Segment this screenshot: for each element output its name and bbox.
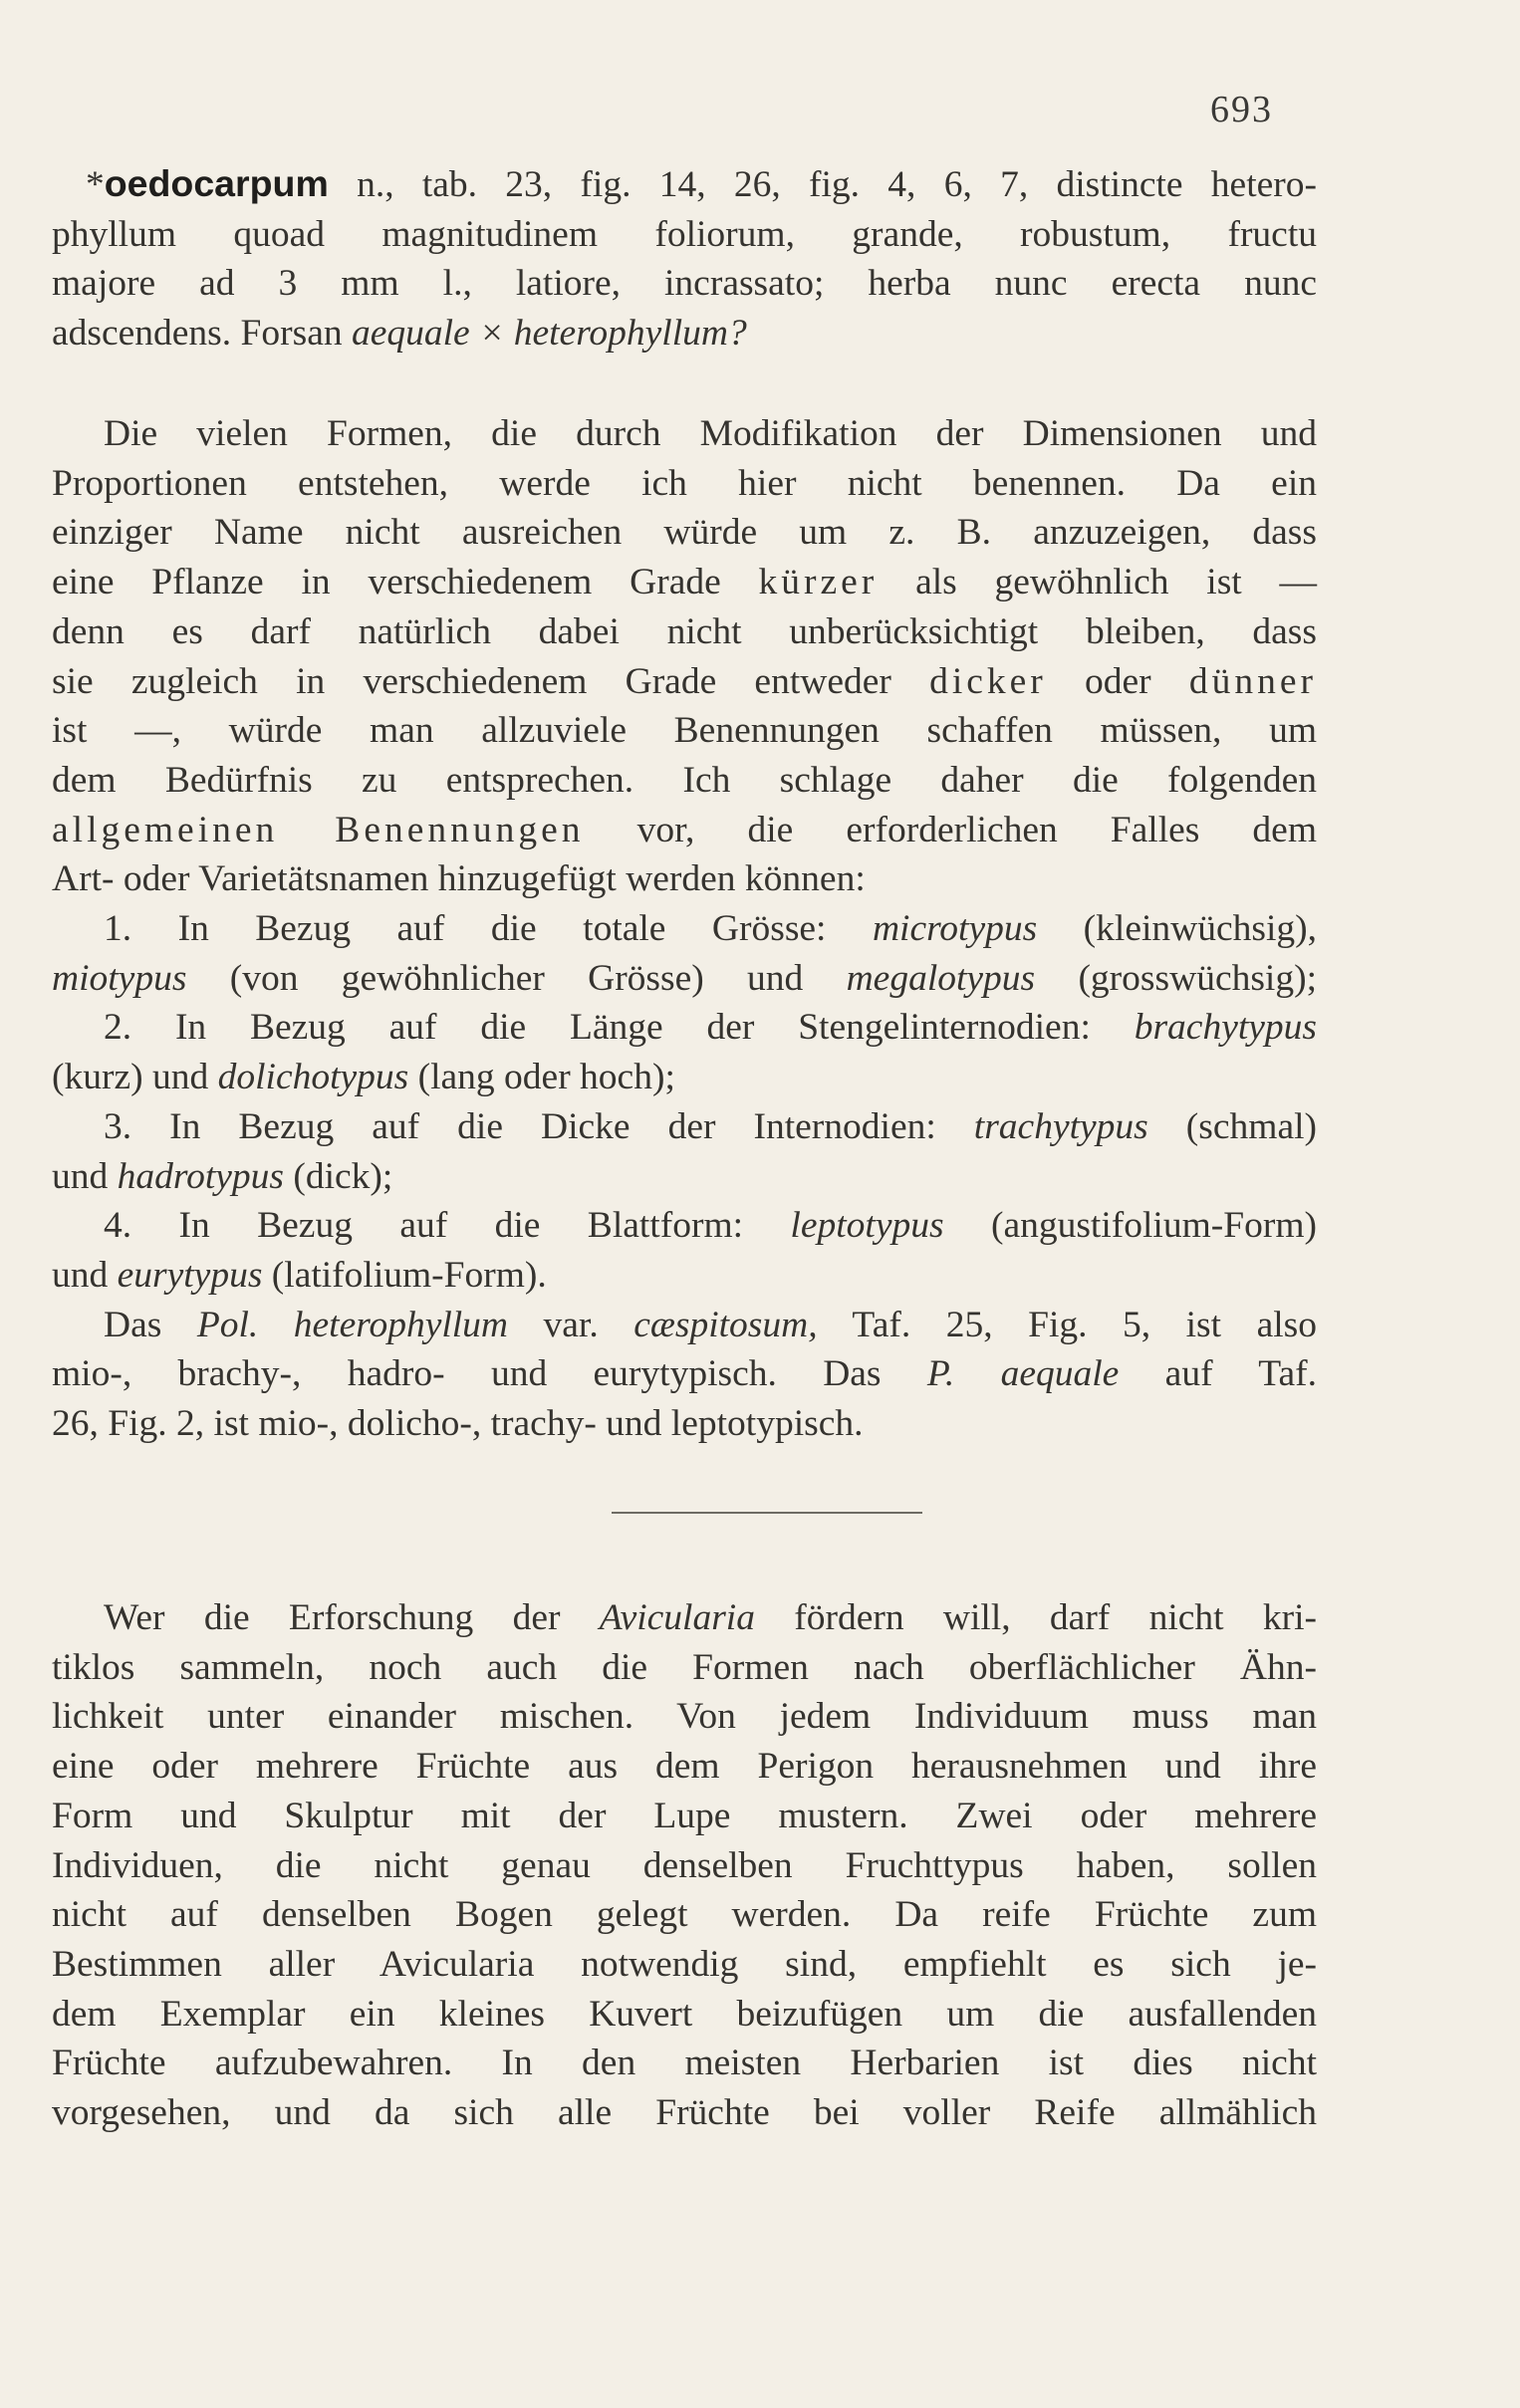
text-line: Früchte aufzubewahren. In den meisten Herbarien ist dies nicht: [52, 2043, 1317, 2084]
text-line: 26, Fig. 2, ist mio-, dolicho-, trachy- und leptotypisch.: [52, 1403, 864, 1445]
text-line: mio-, brachy-, hadro- und eurytypisch. Das P. aequale auf Taf.: [52, 1353, 1318, 1395]
list-item: 4. In Bezug auf die Blattform: leptotypus (angustifolium-Form): [104, 1205, 1317, 1247]
entry-line: phyllum quoad magnitudinem foliorum, grande, robustum, fructu: [52, 213, 1317, 255]
list-item: 1. In Bezug auf die totale Grösse: microtypus (kleinwüchsig),: [104, 908, 1317, 950]
text-line: eine Pflanze in verschiedenem Grade kürzer als gewöhnlich ist —: [52, 562, 1318, 603]
text-line: eine oder mehrere Früchte aus dem Perigon herausnehmen und ihre: [52, 1746, 1317, 1788]
text-line: tiklos sammeln, noch auch die Formen nach oberflächlicher Ähn-: [52, 1646, 1317, 1688]
entry-star: *: [86, 164, 105, 205]
text-line: vorgesehen, und da sich alle Früchte bei voller Reife allmählich: [52, 2092, 1317, 2134]
entry-line: *oedocarpum n., tab. 23, fig. 14, 26, fig. 4, 6, 7, distincte hetero-: [86, 162, 1317, 205]
text-line: und hadrotypus (dick);: [52, 1155, 393, 1197]
entry-line: majore ad 3 mm l., latiore, incrassato; herba nunc erecta nunc: [52, 263, 1317, 305]
text-line: lichkeit unter einander mischen. Von jedem Individuum muss man: [52, 1696, 1317, 1738]
text-line: und eurytypus (latifolium-Form).: [52, 1254, 547, 1296]
entry-line: adscendens. Forsan aequale × heterophyllum?: [52, 313, 747, 355]
entry-oedocarpum: [52, 159, 1317, 359]
text-line: Proportionen entstehen, werde ich hier nicht benennen. Da ein: [52, 462, 1317, 504]
text-line: Wer die Erforschung der Avicularia fördern will, darf nicht kri-: [104, 1597, 1317, 1638]
text-line: allgemeinen Benennungen vor, die erforderlichen Falles dem: [52, 809, 1317, 850]
paragraph-avicularia: [52, 1593, 1317, 2138]
text-line: einziger Name nicht ausreichen würde um z. B. anzuzeigen, dass: [52, 512, 1317, 554]
hybrid-formula: aequale × heterophyllum?: [351, 313, 747, 355]
text-line: Art- oder Varietätsnamen hinzugefügt werden können:: [52, 858, 866, 900]
section-divider: [612, 1512, 922, 1514]
entry-term: oedocarpum: [104, 162, 329, 204]
text-line: dem Exemplar ein kleines Kuvert beizufügen um die ausfallenden: [52, 1993, 1317, 2035]
text-line: Form und Skulptur mit der Lupe mustern. Zwei oder mehrere: [52, 1795, 1317, 1836]
spaced-word: dünner: [1188, 660, 1317, 702]
list-item: 3. In Bezug auf die Dicke der Internodien: trachytypus (schmal): [104, 1105, 1317, 1147]
text-line: sie zugleich in verschiedenem Grade entweder dicker oder dünner: [52, 660, 1317, 702]
text-line: denn es darf natürlich dabei nicht unberücksichtigt bleiben, dass: [52, 610, 1317, 652]
spaced-word: allgemeinen Benennungen: [52, 809, 585, 850]
spaced-word: kürzer: [758, 562, 879, 603]
text-line: Bestimmen aller Avicularia notwendig sind, empfiehlt es sich je-: [52, 1943, 1317, 1985]
text-line: ist —, würde man allzuviele Benennungen schaffen müssen, um: [52, 710, 1317, 752]
text-line: Die vielen Formen, die durch Modifikation der Dimensionen und: [104, 413, 1317, 454]
list-item: 2. In Bezug auf die Länge der Stengelinternodien: brachytypus: [104, 1007, 1317, 1049]
spaced-word: dicker: [929, 660, 1047, 702]
paragraph-benennungen: [52, 409, 1317, 1449]
text-line: (kurz) und dolichotypus (lang oder hoch);: [52, 1057, 675, 1098]
page-number: 693: [1210, 89, 1273, 130]
text-line: Individuen, die nicht genau denselben Fruchttypus haben, sollen: [52, 1844, 1317, 1886]
text-line: Das Pol. heterophyllum var. cæspitosum, Taf. 25, Fig. 5, ist also: [104, 1304, 1317, 1345]
text-line: nicht auf denselben Bogen gelegt werden. Da reife Früchte zum: [52, 1894, 1317, 1936]
text-line: miotypus (von gewöhnlicher Grösse) und megalotypus (grosswüchsig);: [52, 957, 1318, 999]
text-line: dem Bedürfnis zu entsprechen. Ich schlage daher die folgenden: [52, 759, 1317, 801]
